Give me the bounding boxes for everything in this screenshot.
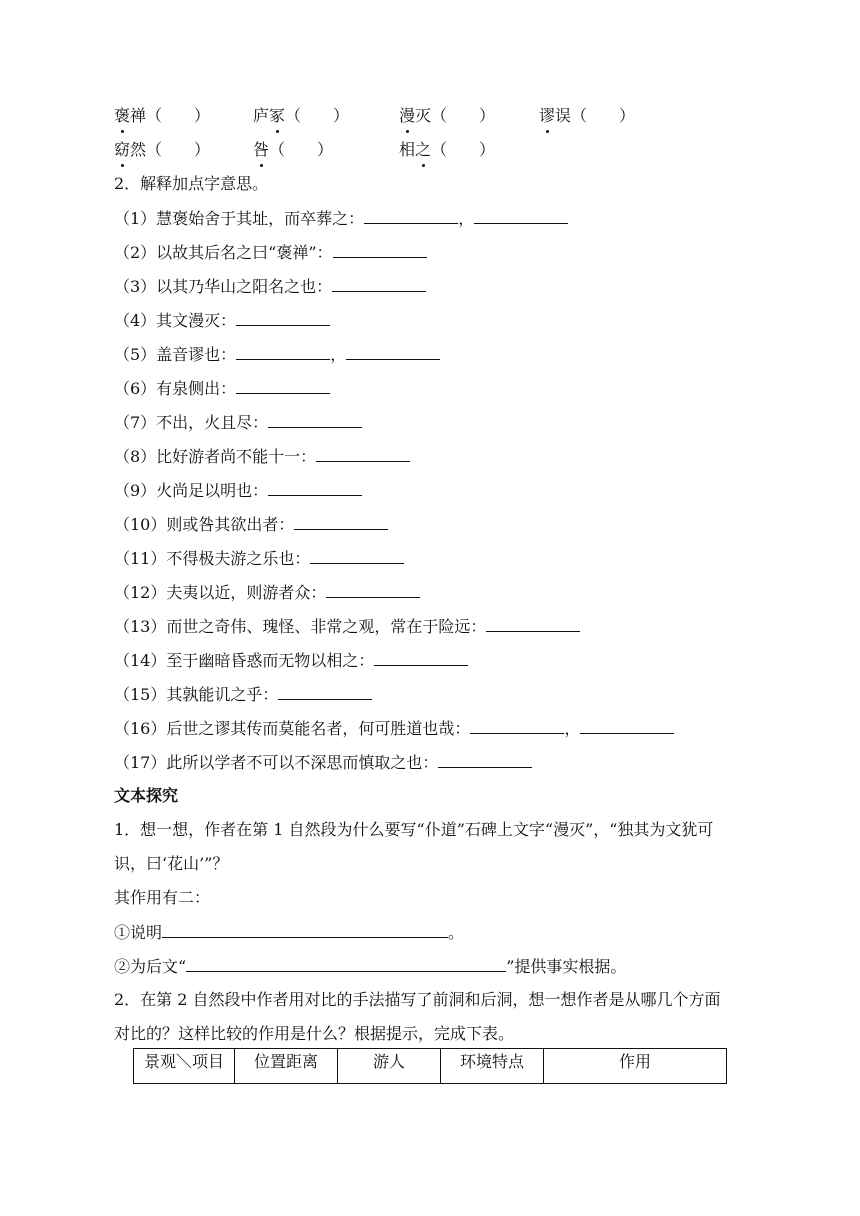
explain-item-12: （12）夫夷以近，则游者众： [114,580,420,604]
explain-item-14: （14）至于幽暗昏惑而无物以相之： [114,648,468,672]
explain-item-17: （17）此所以学者不可以不深思而慎取之也： [114,750,532,774]
explore-question-2: 2．在第 2 自然段中作者用对比的手法描写了前洞和后洞，想一想作者是从哪几个方面对比的？这样比较的作用是什么？根据提示，完成下表。 [114,990,721,1043]
explore-heading: 文本探究 [114,786,179,805]
answer-blank[interactable] [332,274,426,292]
answer-blank[interactable] [316,444,410,462]
answer-blank[interactable] [268,478,362,496]
pinyin-item-miuwu: 谬误（ ） [539,104,635,128]
table-header-cell: 作用 [544,1049,727,1084]
explore-question-1: 1．想一想，作者在第 1 自然段为什么要写“仆道”石碑上文字“漫灭”，“独其为文犹可识，曰‘花山’”？ [114,820,714,873]
explore-q1-intro: 其作用有二： [114,888,211,907]
answer-blank[interactable] [346,342,440,360]
explain-item-5: （5）盖音谬也： ， [114,342,440,366]
pinyin-item-baochan: 褒禅（ ） [114,104,210,128]
table-header-row [134,1049,727,1084]
answer-blank[interactable] [294,512,388,530]
pinyin-item-yaoran: 窈然（ ） [114,138,210,162]
answer-blank-long[interactable] [186,954,506,972]
answer-blank-long[interactable] [162,920,448,938]
answer-blank[interactable] [364,206,458,224]
explain-item-9: （9）火尚足以明也： [114,478,362,502]
table-header-cell: 游人 [338,1049,441,1084]
answer-blank[interactable] [580,716,674,734]
answer-blank[interactable] [326,580,420,598]
explain-item-1: （1）慧褒始舍于其址，而卒葬之： ， [114,206,568,230]
explain-item-3: （3）以其乃华山之阳名之也： [114,274,426,298]
answer-blank[interactable] [236,308,330,326]
answer-blank[interactable] [268,410,362,428]
answer-blank[interactable] [438,750,532,768]
explore-answer-1: ①说明 。 [114,920,464,944]
explain-item-4: （4）其文漫灭： [114,308,330,332]
pinyin-item-jiu: 咎（ ） [253,138,333,162]
comparison-table [133,1048,727,1084]
explore-answer-2: ②为后文“ ”提供事实根据。 [114,954,626,978]
pinyin-item-manmie: 漫灭（ ） [399,104,495,128]
answer-blank[interactable] [374,648,468,666]
answer-blank[interactable] [474,206,568,224]
answer-blank[interactable] [278,682,372,700]
section-heading: 2．解释加点字意思。 [114,174,269,193]
answer-blank[interactable] [333,240,427,258]
table-header-cell: 位置距离 [235,1049,338,1084]
pinyin-item-luzhong: 庐冢（ ） [253,104,349,128]
explain-item-7: （7）不出，火且尽： [114,410,362,434]
explain-item-15: （15）其孰能讥之乎： [114,682,372,706]
answer-blank[interactable] [236,376,330,394]
answer-blank[interactable] [236,342,330,360]
explain-item-13: （13）而世之奇伟、瑰怪、非常之观，常在于险远： [114,614,580,638]
table-header-cell: 环境特点 [441,1049,544,1084]
answer-blank[interactable] [310,546,404,564]
explain-item-8: （8）比好游者尚不能十一： [114,444,410,468]
table-header-cell: 景观＼项目 [134,1049,235,1084]
explain-item-10: （10）则或咎其欲出者： [114,512,388,536]
answer-blank[interactable] [486,614,580,632]
answer-blank[interactable] [470,716,564,734]
explain-item-6: （6）有泉侧出： [114,376,330,400]
explain-item-11: （11）不得极夫游之乐也： [114,546,404,570]
pinyin-item-xiangzhi: 相之（ ） [399,138,495,162]
explain-item-16: （16）后世之谬其传而莫能名者，何可胜道也哉： ， [114,716,674,740]
explain-item-2: （2）以故其后名之曰“褒禅”： [114,240,427,264]
